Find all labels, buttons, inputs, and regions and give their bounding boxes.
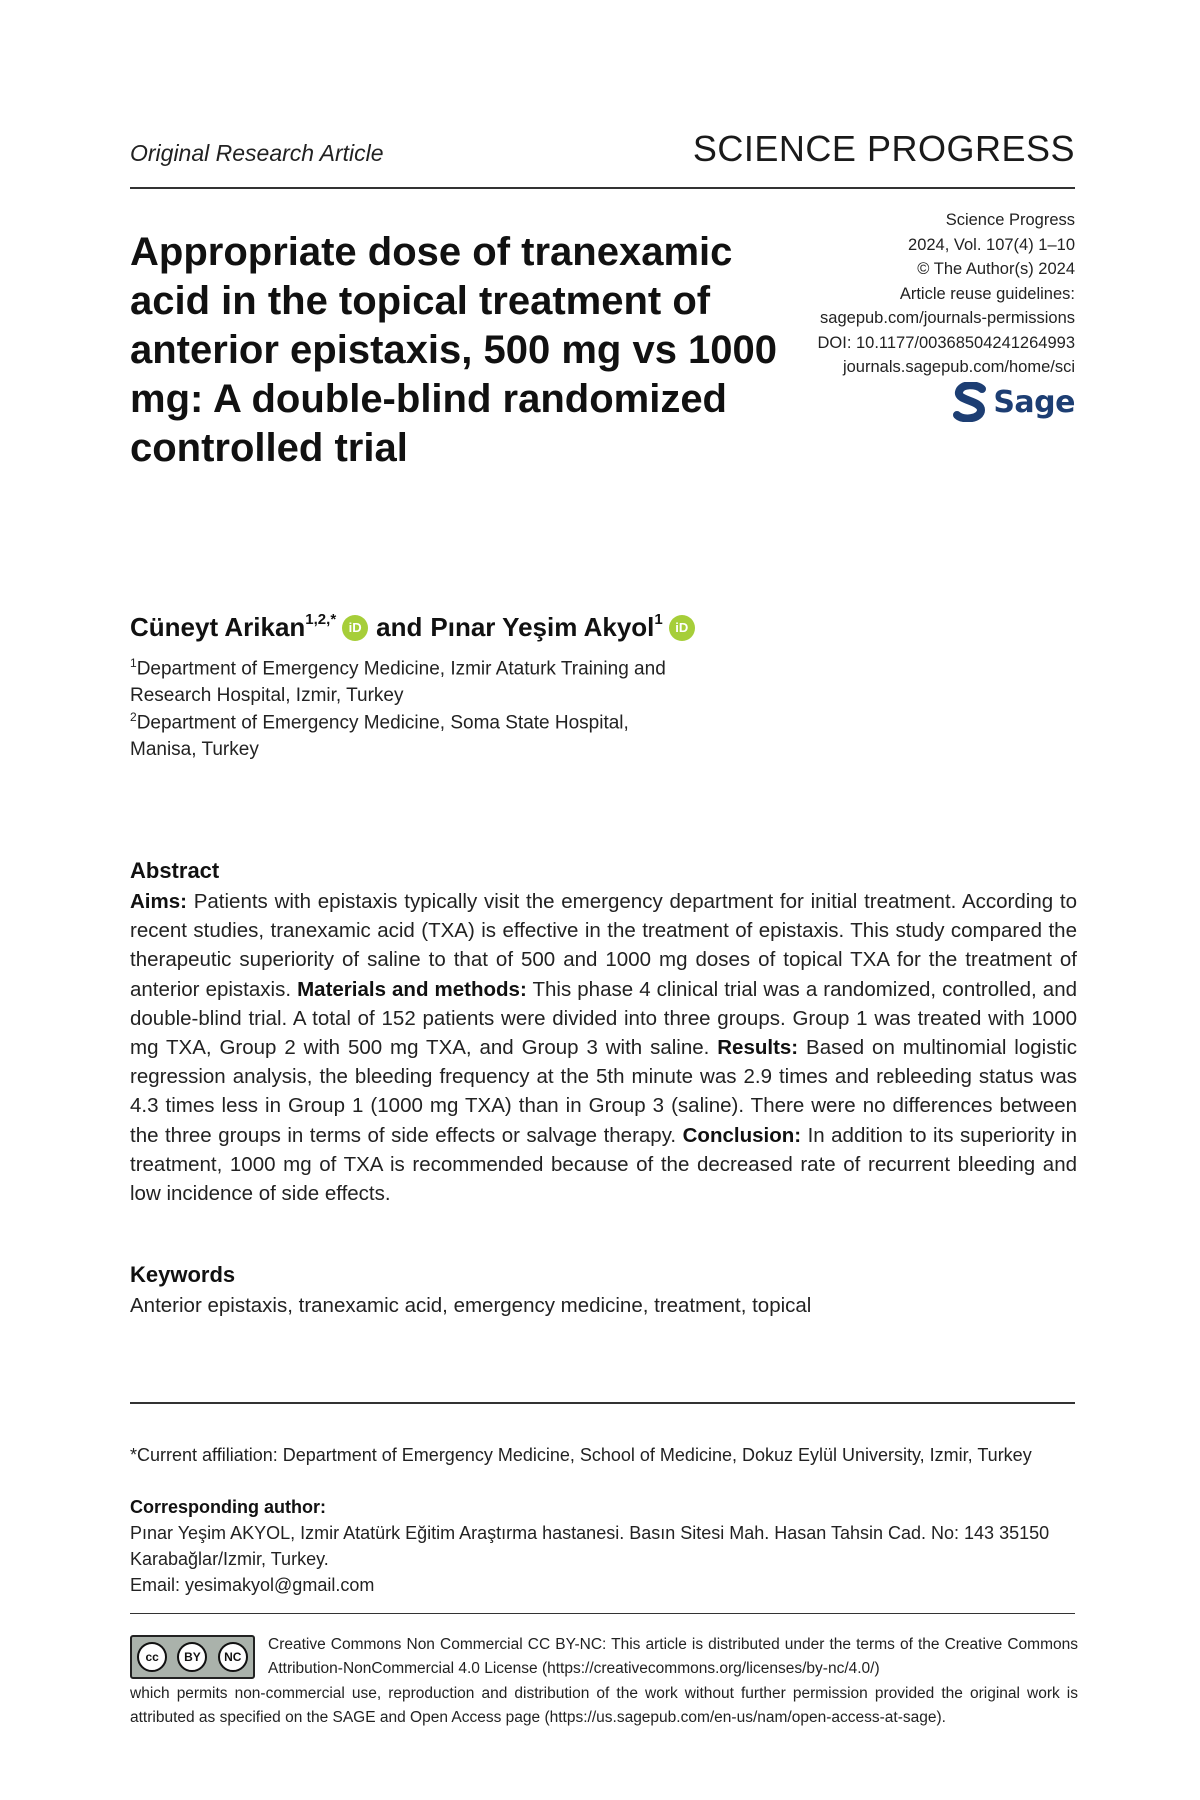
- sage-s-icon: [953, 382, 987, 422]
- results-label: Results:: [717, 1036, 799, 1060]
- author-name: Pınar Yeşim Akyol: [430, 612, 655, 642]
- cc-by-nc-badge[interactable]: [130, 1635, 255, 1679]
- methods-label: Materials and methods:: [297, 977, 527, 1001]
- keywords-heading: Keywords: [130, 1262, 236, 1287]
- author-superscript: 1,2,*: [305, 611, 337, 628]
- abstract-heading: Abstract: [130, 858, 220, 883]
- sage-wordmark: Sage: [993, 384, 1075, 420]
- meta-reuse-link[interactable]: sagepub.com/journals-permissions: [820, 309, 1075, 327]
- meta-journal: Science Progress: [945, 211, 1075, 229]
- meta-journal-url[interactable]: journals.sagepub.com/home/sci: [842, 358, 1075, 376]
- orcid-icon[interactable]: iD: [669, 615, 695, 641]
- meta-volume: 2024, Vol. 107(4) 1–10: [908, 235, 1075, 254]
- author-connector: and: [376, 612, 423, 642]
- author-list: [130, 612, 703, 643]
- meta-reuse-label: Article reuse guidelines:: [899, 284, 1075, 303]
- nc-icon: NC: [218, 1642, 248, 1672]
- affiliation-2: [130, 704, 770, 763]
- methods-text: This phase 4 clinical trial was a randomized, controlled, and double-blind trial. A total of 152 patients were divided into three groups. Group 1 was treated with 1000 mg TXA, Group 2 with 500 mg TXA, and Group 3 with saline.: [130, 977, 1078, 1060]
- current-affiliation: *Current affiliation: Department of Emergency Medicine, School of Medicine, Dokuz Eylül University, Izmir, Turkey: [130, 1445, 1032, 1465]
- affiliation-1: [130, 650, 770, 709]
- cc-icon: cc: [137, 1642, 167, 1672]
- orcid-icon[interactable]: iD: [342, 615, 368, 641]
- corresponding-email[interactable]: Email: yesimakyol@gmail.com: [130, 1575, 375, 1595]
- abstract-body: [130, 887, 1077, 1208]
- corresponding-author: [130, 1494, 1077, 1598]
- author-superscript: 1: [654, 611, 663, 628]
- aims-label: Aims:: [130, 890, 187, 913]
- keywords-text: Anterior epistaxis, tranexamic acid, emergency medicine, treatment, topical: [130, 1294, 812, 1317]
- meta-doi[interactable]: DOI: 10.1177/00368504241264993: [817, 333, 1075, 352]
- author-name: Cüneyt Arikan: [130, 612, 306, 642]
- license-text-continued: which permits non-commercial use, reproduction and distribution of the work without further permission provided the original work is attributed as specified on the SAGE and Open Access page (https://us.sagepub.com/en-us/nam/open-access-at-sage).: [130, 1685, 1078, 1726]
- affiliation-line: Research Hospital, Izmir, Turkey: [130, 685, 404, 707]
- footnote-divider: [130, 1402, 1075, 1404]
- affiliation-line: Department of Emergency Medicine, Izmir Ataturk Training and: [136, 658, 666, 680]
- article-title: Appropriate dose of tranexamic acid in the topical treatment of anterior epistaxis, 500 mg vs 1000 mg: A double-blind randomized controlled trial: [130, 230, 778, 470]
- meta-copyright: © The Author(s) 2024: [917, 260, 1075, 278]
- corresponding-label: Corresponding author:: [130, 1497, 326, 1517]
- article-type: Original Research Article: [130, 140, 384, 166]
- affiliation-number: 2: [130, 710, 137, 724]
- conclusion-text: In addition to its superiority in treatment, 1000 mg of TXA is recommended because of the decreased rate of recurrent bleeding and low incidence of side effects.: [130, 1123, 1078, 1206]
- affiliation-line: Manisa, Turkey: [130, 739, 259, 761]
- results-text: Based on multinomial logistic regression analysis, the bleeding frequency at the 5th minute was 2.9 times and rebleeding status was 4.3 times less in Group 1 (1000 mg TXA) than in Group 3 (saline). There were no differences between the three groups in terms of side effects or salvage therapy.: [130, 1036, 1077, 1147]
- by-icon: BY: [177, 1642, 207, 1672]
- aims-text: Patients with epistaxis typically visit the emergency department for initial treatment. According to recent studies, tranexamic acid (TXA) is effective in the treatment of epistaxis. This study compared the therapeutic superiority of saline to that of 500 and 1000 mg doses of topical TXA for the treatment of anterior epistaxis.: [130, 890, 1077, 1001]
- corresponding-address: Pınar Yeşim AKYOL, Izmir Atatürk Eğitim Araştırma hastanesi. Basın Sitesi Mah. Hasan Tahsin Cad. No: 143 35150 Karabağlar/Izmir, Turkey.: [130, 1523, 1050, 1569]
- sage-logo: [953, 382, 1075, 422]
- header-divider: [130, 187, 1075, 189]
- affiliation-number: 1: [130, 656, 137, 670]
- conclusion-label: Conclusion:: [682, 1123, 802, 1147]
- license-text: Creative Commons Non Commercial CC BY-NC: This article is distributed under the terms of the Creative Commons Attribution-NonCommercial 4.0 License (https://creativecommons.org/licenses/by-nc/4.0/): [268, 1636, 1078, 1677]
- article-metadata: [675, 208, 1075, 380]
- journal-name: SCIENCE PROGRESS: [692, 128, 1075, 169]
- license-divider: [130, 1613, 1075, 1614]
- affiliation-line: Department of Emergency Medicine, Soma State Hospital,: [136, 712, 629, 734]
